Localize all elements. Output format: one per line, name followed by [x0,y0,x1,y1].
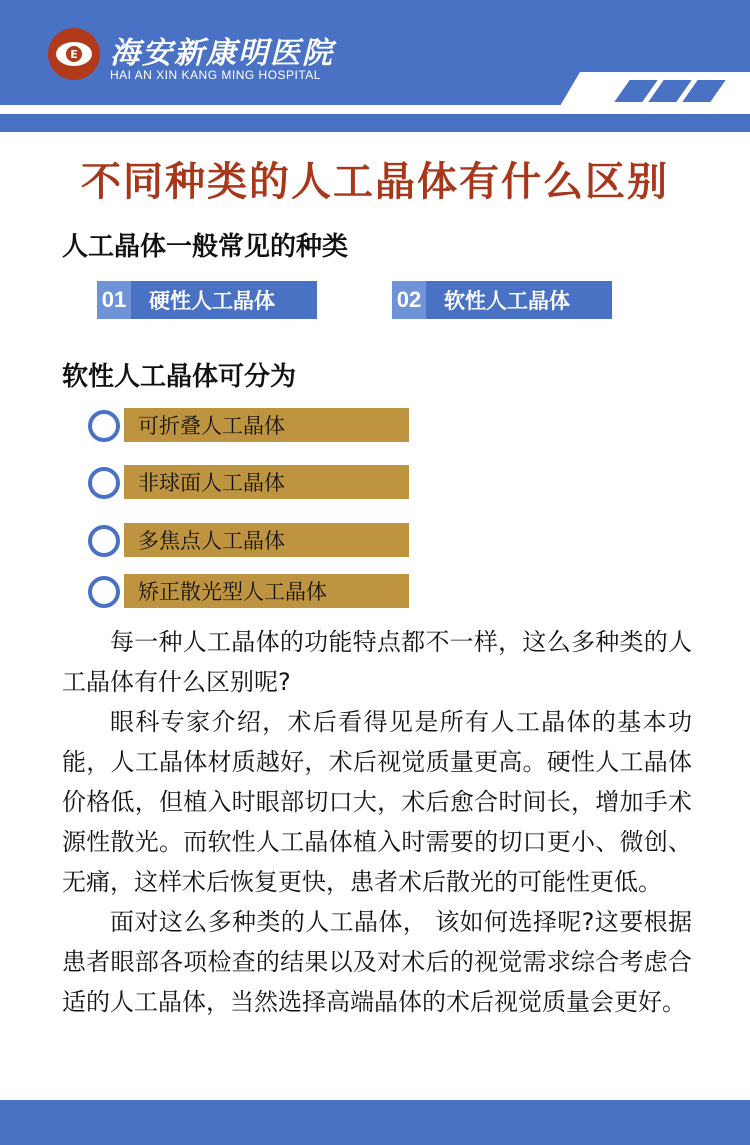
header-divider [0,114,750,132]
type-card-hard [97,281,317,319]
circle-bullet-icon [88,576,120,608]
header [0,0,750,118]
section-heading-types: 人工晶体一般常见的种类 [62,232,349,262]
page-title: 不同种类的人工晶体有什么区别 [81,158,669,205]
type-card-soft [392,281,612,319]
circle-bullet-icon [88,525,120,557]
circle-bullet-icon [88,467,120,499]
article-body [62,622,692,1022]
paragraph: 每一种人工晶体的功能特点都不一样，这么多种类的人工晶体有什么区别呢? [62,628,692,696]
type-number: 01 [97,281,131,319]
hospital-name-cn: 海安新康明医院 [110,36,334,71]
section-heading-soft: 软性人工晶体可分为 [62,362,297,392]
type-number: 02 [392,281,426,319]
type-label: 软性人工晶体 [444,289,570,313]
hospital-name-en: HAI AN XIN KANG MING HOSPITAL [110,68,321,82]
paragraph: 眼科专家介绍，术后看得见是所有人工晶体的基本功能，人工晶体材质越好，术后视觉质量更高。硬性人工晶体价格低，但植入时眼部切口大，术后愈合时间长，增加手术源性散光。而软性人工晶体植入时需要的切口更小、微创、无痛，这样术后恢复更快，患者术后散光的可能性更低。 [62,708,692,896]
footer-band [0,1100,750,1145]
circle-bullet-icon [88,410,120,442]
paragraph: 面对这么多种类的人工晶体， 该如何选择呢?这要根据患者眼部各项检查的结果以及对术后的视觉需求综合考虑合适的人工晶体，当然选择高端晶体的术后视觉质量会更好。 [62,908,692,1016]
hospital-logo-icon: E [48,28,100,80]
type-label: 硬性人工晶体 [149,289,275,313]
